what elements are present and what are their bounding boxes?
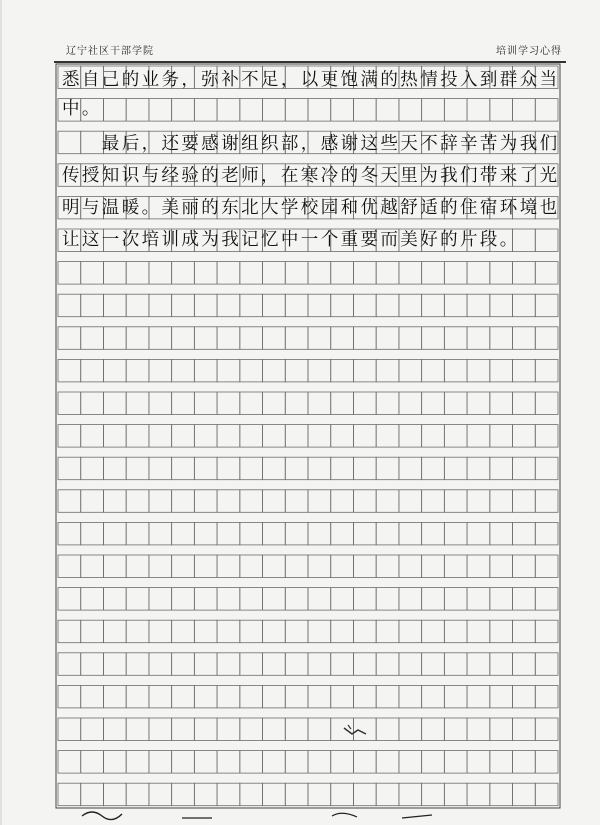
text-line-5: 明与温暖。美丽的东北大学校园和优越舒适的住宿环境也: [62, 198, 560, 218]
bottom-edge-scrawl: [72, 806, 552, 822]
document-type: 培训学习心得: [496, 46, 562, 57]
text-line-4: 传授知识与经验的老师，在寒冷的冬天里为我们带来了光: [62, 166, 560, 186]
ink-smudge-mark: [342, 722, 368, 738]
institution-name: 辽宁社区干部学院: [66, 46, 154, 57]
header-rule: [54, 61, 566, 63]
page-header: [54, 42, 566, 58]
text-line-1: 悉自己的业务，弥补不足，以更饱满的热情投入到群众当: [62, 70, 560, 90]
text-line-2: 中。: [62, 99, 102, 119]
text-line-6: 让这一次培训成为我记忆中一个重要而美好的片段。: [62, 230, 520, 250]
writing-grid: [2, 0, 600, 825]
text-line-3: 最后，还要感谢组织部，感谢这些天不辞辛苦为我们: [62, 134, 560, 154]
